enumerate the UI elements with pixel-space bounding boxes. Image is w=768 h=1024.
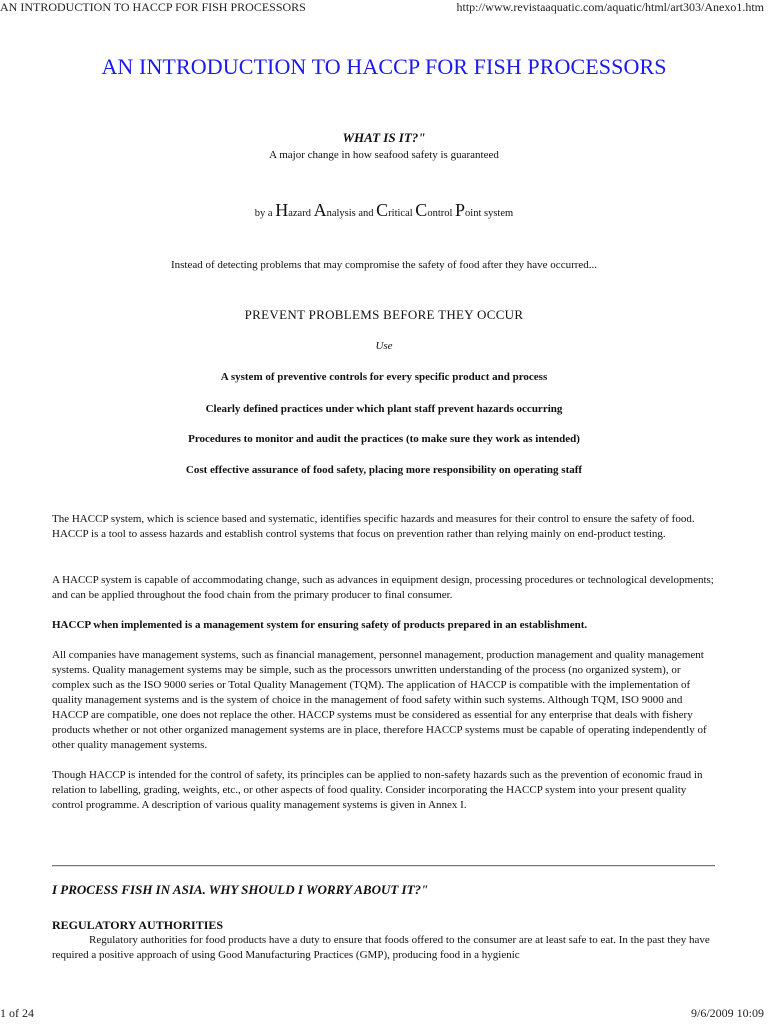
- section-subheading: REGULATORY AUTHORITIES: [52, 918, 224, 932]
- word-analysis: nalysis and: [326, 208, 377, 219]
- letter-c2: C: [415, 200, 428, 220]
- paragraph: The HACCP system, which is science based and systematic, identifies specific hazards and measures for their control to ensure the safety of food. HACCP is a tool to assess hazards and establish control systems that focus on prevention rather than relying mainly on end-product testing.: [52, 513, 695, 540]
- word-hazard: azard: [288, 208, 314, 219]
- letter-a: A: [313, 200, 327, 220]
- print-header-url: http://www.revistaaquatic.com/aquatic/html/art303/Anexo1.htm: [456, 0, 764, 14]
- use-label: Use: [375, 340, 393, 352]
- paragraph: A HACCP system is capable of accommodating change, such as advances in equipment design, processing procedures or technological developments; and can be applied throughout the food chain from the primary producer to final consumer.: [52, 574, 714, 601]
- letter-c: C: [376, 200, 389, 220]
- point-item: Clearly defined practices under which plant staff prevent hazards occurring: [205, 403, 563, 415]
- haccp-acronym-line: [0, 200, 768, 221]
- letter-p: P: [455, 200, 466, 220]
- what-is-it-heading: WHAT IS IT?": [342, 130, 426, 145]
- subtitle: A major change in how seafood safety is guaranteed: [269, 149, 499, 161]
- point-item: Procedures to monitor and audit the practices (to make sure they work as intended): [188, 433, 580, 445]
- paragraph: All companies have management systems, such as financial management, personnel management, production management and quality management systems. Quality management systems may be simple, such as the processors unwritten understanding of the process (no organized system), or complex such as the ISO 9000 series or Total Quality Management (TQM). The application of HACCP is compatible with the implementation of quality management systems and is the system of choice in the management of food safety within such systems. Although TQM, ISO 9000 and HACCP are compatible, one does not replace the other. HACCP systems must be considered as essential for any enterprise that deals with fishery products whether or not other organized management systems are in place, therefore HACCP systems must be capable of operating independently of other quality management systems.: [52, 649, 707, 751]
- instead-text: Instead of detecting problems that may compromise the safety of food after they have occurred...: [170, 259, 598, 271]
- horizontal-rule: [52, 865, 715, 867]
- letter-h: H: [275, 200, 289, 220]
- point-item: A system of preventive controls for every specific product and process: [220, 371, 548, 383]
- paragraph-bold: HACCP when implemented is a management system for ensuring safety of products prepared in an establishment.: [52, 619, 588, 631]
- by-prefix: by a: [254, 208, 276, 219]
- paragraph: Though HACCP is intended for the control of safety, its principles can be applied to non-safety hazards such as the prevention of economic fraud in relation to labelling, grading, weights, etc., or other aspects of food quality. Consider incorporating the HACCP system into your present quality control programme. A description of various quality management systems is given in Annex I.: [52, 769, 703, 811]
- section-heading: I PROCESS FISH IN ASIA. WHY SHOULD I WORRY ABOUT IT?": [52, 882, 429, 897]
- prevent-heading: PREVENT PROBLEMS BEFORE THEY OCCUR: [244, 307, 524, 322]
- word-critical: ritical: [388, 208, 416, 219]
- word-point-system: oint system: [465, 208, 514, 219]
- print-datetime: 9/6/2009 10:09: [690, 1006, 764, 1020]
- print-header-title: AN INTRODUCTION TO HACCP FOR FISH PROCESSORS: [0, 0, 306, 14]
- page-number: 1 of 24: [0, 1006, 34, 1020]
- document-title: AN INTRODUCTION TO HACCP FOR FISH PROCESSORS: [101, 54, 667, 79]
- point-item: Cost effective assurance of food safety, placing more responsibility on operating staff: [185, 464, 583, 476]
- paragraph: Regulatory authorities for food products have a duty to ensure that foods offered to the consumer are at least safe to eat. In the past they have required a positive approach of using Good Manufacturing Practices (GMP), producing food in a hygienic: [52, 934, 710, 961]
- word-control: ontrol: [427, 208, 456, 219]
